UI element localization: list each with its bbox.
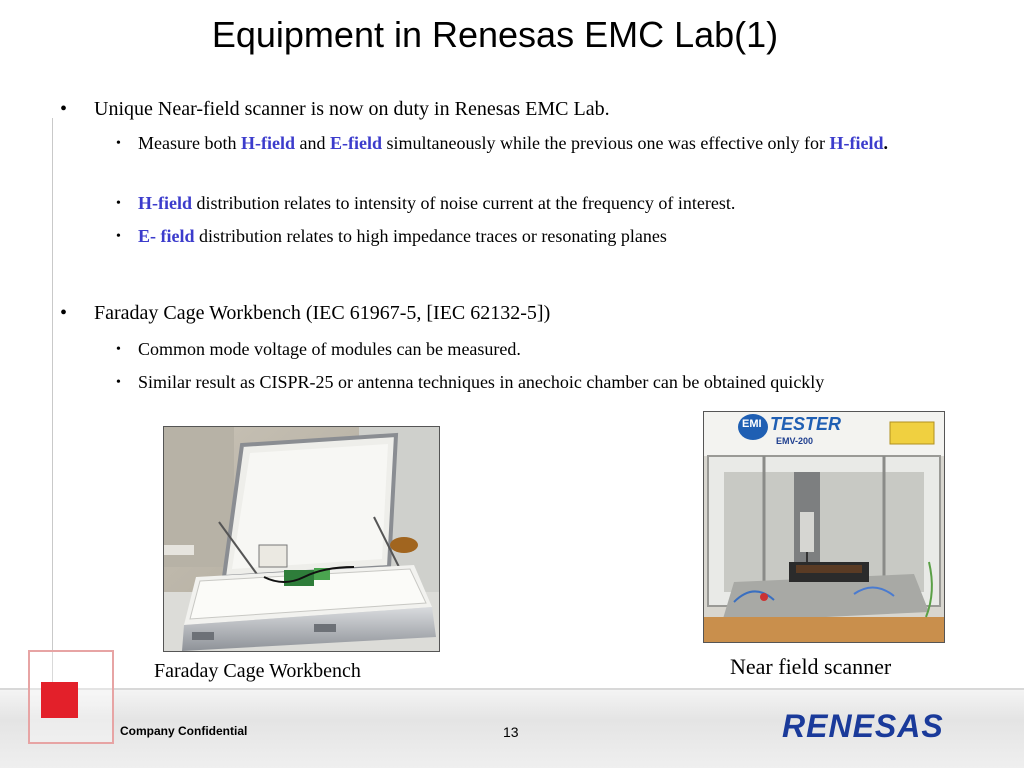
footer-accent-square bbox=[41, 682, 78, 718]
h-field-highlight: H-field bbox=[138, 193, 192, 213]
bullet-dot: • bbox=[60, 302, 68, 324]
h-field-highlight: H-field bbox=[829, 133, 884, 153]
sub-bullet-dot: • bbox=[116, 229, 121, 244]
company-confidential-label: Company Confidential bbox=[120, 724, 248, 738]
sub-bullet-common-mode bbox=[116, 336, 996, 364]
sub-text: simultaneously while the previous one was effective only for bbox=[381, 133, 830, 153]
sub-text: . bbox=[883, 133, 889, 153]
sub-bullet-dot: • bbox=[116, 375, 121, 390]
sub-bullet-measure-both bbox=[116, 130, 996, 186]
bullet-faraday-cage bbox=[60, 301, 960, 325]
e-field-highlight: E-field bbox=[329, 133, 382, 153]
sub-bullet-dot: • bbox=[116, 342, 121, 357]
bullet-text: Faraday Cage Workbench (IEC 61967-5, [IEC 62132-5]) bbox=[94, 302, 551, 324]
scanner-caption: Near field scanner bbox=[730, 654, 892, 679]
sub-text: and bbox=[294, 133, 330, 153]
sub-bullet-e-field bbox=[116, 223, 996, 251]
h-field-highlight: H-field bbox=[240, 133, 295, 153]
faraday-cage-photo bbox=[163, 426, 440, 652]
faraday-caption: Faraday Cage Workbench bbox=[154, 660, 361, 682]
faraday-cage-illustration bbox=[164, 427, 439, 651]
sub-bullet-h-field bbox=[116, 190, 996, 218]
sub-bullet-dot: • bbox=[116, 196, 121, 211]
sub-text: distribution relates to intensity of noise current at the frequency of interest. bbox=[192, 193, 736, 213]
bullet-dot: • bbox=[60, 98, 68, 120]
sub-bullet-dot: • bbox=[116, 136, 121, 151]
e-field-highlight: E- field bbox=[138, 226, 195, 246]
near-field-scanner-photo bbox=[703, 411, 945, 643]
scanner-brand: TESTER bbox=[770, 414, 842, 434]
sub-text: distribution relates to high impedance traces or resonating planes bbox=[194, 226, 667, 246]
slide-title: Equipment in Renesas EMC Lab(1) bbox=[211, 14, 779, 55]
scanner-illustration bbox=[704, 412, 944, 642]
sub-text: Common mode voltage of modules can be measured. bbox=[138, 339, 521, 359]
sub-text: Similar result as CISPR-25 or antenna techniques in anechoic chamber can be obtained quickly bbox=[138, 372, 825, 392]
scanner-model: EMV-200 bbox=[776, 436, 814, 446]
bullet-text: Unique Near-field scanner is now on duty in Renesas EMC Lab. bbox=[94, 98, 610, 120]
scanner-brand-prefix: EMI bbox=[742, 418, 762, 430]
renesas-logo: RENESAS bbox=[782, 708, 944, 744]
sub-text: Measure both bbox=[138, 133, 241, 153]
footer-divider bbox=[0, 688, 1024, 690]
page-number: 13 bbox=[503, 724, 519, 740]
bullet-near-field-scanner bbox=[60, 97, 960, 121]
